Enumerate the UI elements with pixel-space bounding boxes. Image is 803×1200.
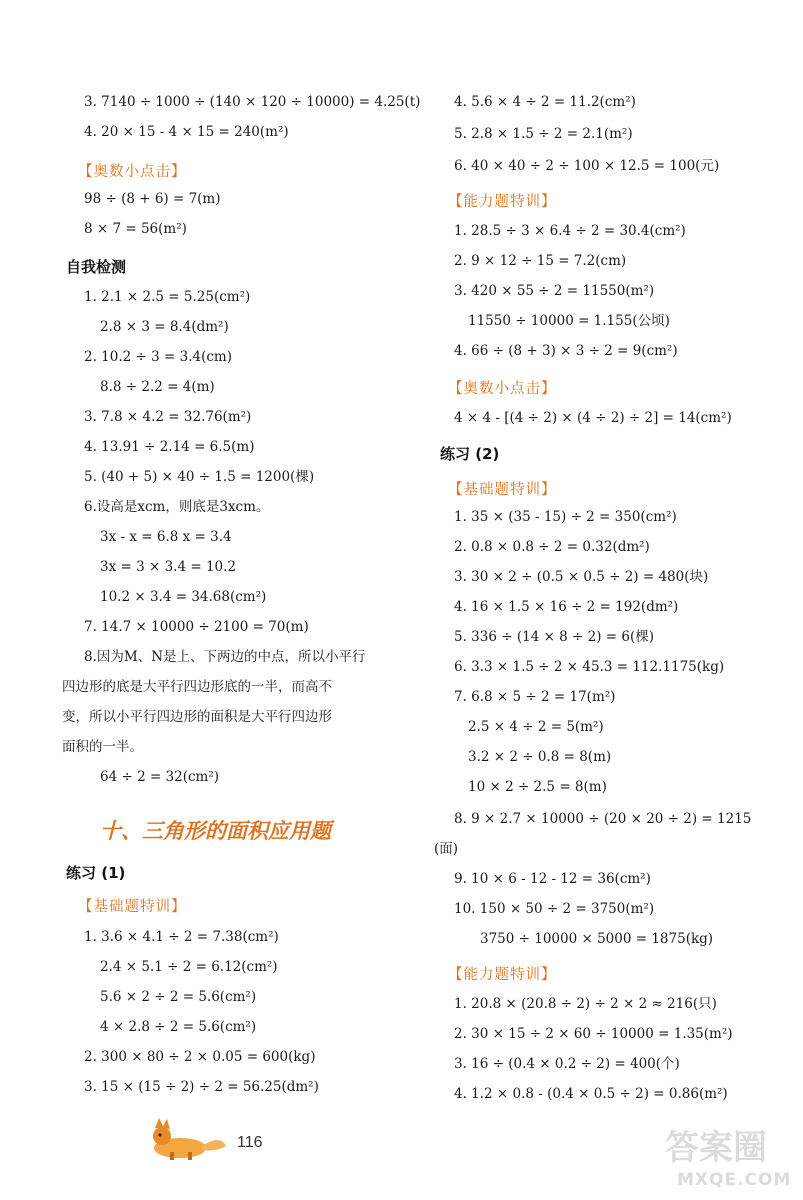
answer-line: 3.2 × 2 ÷ 0.8 = 8(m)	[468, 749, 612, 765]
answer-line: 10.2 × 3.4 = 34.68(cm²)	[100, 589, 267, 605]
answer-line: 2.8 × 3 = 8.4(dm²)	[100, 319, 229, 335]
answer-line: 1. 2.1 × 2.5 = 5.25(cm²)	[84, 289, 251, 305]
answer-line: 5.6 × 2 ÷ 2 = 5.6(cm²)	[100, 989, 257, 1005]
answer-line: 4. 13.91 ÷ 2.14 = 6.5(m)	[84, 439, 255, 455]
answer-line: 98 ÷ (8 + 6) = 7(m)	[84, 191, 221, 207]
aoshu-tag: 【奥数小点击】	[448, 381, 557, 397]
answer-line: 3x - x = 6.8 x = 3.4	[100, 529, 232, 545]
answer-line: 8.因为M、N是上、下两边的中点，所以小平行	[84, 649, 366, 665]
answer-line: 4 × 4 - [(4 ÷ 2) × (4 ÷ 2) ÷ 2] = 14(cm²)	[454, 410, 732, 426]
answer-line: (面)	[434, 841, 459, 857]
answer-line: 1. 20.8 × (20.8 ÷ 2) ÷ 2 × 2 ≈ 216(只)	[454, 996, 717, 1012]
answer-line: 2. 30 × 15 ÷ 2 × 60 ÷ 10000 = 1.35(m²)	[454, 1026, 733, 1042]
answer-line: 8 × 7 = 56(m²)	[84, 221, 187, 237]
answer-line: 1. 3.6 × 4.1 ÷ 2 = 7.38(cm²)	[84, 929, 279, 945]
answer-line: 4. 5.6 × 4 ÷ 2 = 11.2(cm²)	[454, 94, 636, 110]
watermark-text: 答案圈	[665, 1128, 767, 1168]
answer-line: 四边形的底是大平行四边形底的一半，而高不	[62, 679, 332, 695]
answer-line: 2. 10.2 ÷ 3 = 3.4(cm)	[84, 349, 232, 365]
answer-line: 6. 40 × 40 ÷ 2 ÷ 100 × 12.5 = 100(元)	[454, 158, 720, 174]
section-heading: 练习 (2)	[440, 445, 500, 463]
answer-line: 4. 66 ÷ (8 + 3) × 3 ÷ 2 = 9(cm²)	[454, 343, 678, 359]
basic-tag: 【基础题特训】	[448, 482, 557, 498]
ability-tag: 【能力题特训】	[448, 967, 557, 983]
answer-line: 6.设高是xcm，则底是3xcm。	[84, 499, 270, 515]
fox-illustration	[140, 1112, 230, 1162]
answer-line: 3. 15 × (15 ÷ 2) ÷ 2 = 56.25(dm²)	[84, 1079, 319, 1095]
answer-line: 1. 28.5 ÷ 3 × 6.4 ÷ 2 = 30.4(cm²)	[454, 223, 686, 239]
answer-line: 5. 336 ÷ (14 × 8 ÷ 2) = 6(棵)	[454, 629, 655, 645]
answer-line: 1. 35 × (35 - 15) ÷ 2 = 350(cm²)	[454, 509, 677, 525]
answer-line: 2. 0.8 × 0.8 ÷ 2 = 0.32(dm²)	[454, 539, 650, 555]
answer-line: 5. (40 + 5) × 40 ÷ 1.5 = 1200(棵)	[84, 469, 315, 485]
section-heading: 练习 (1)	[66, 864, 126, 882]
answer-line: 3. 7.8 × 4.2 = 32.76(m²)	[84, 409, 252, 425]
watermark-url: MXQE.COM	[677, 1170, 792, 1190]
answer-line: 7. 14.7 × 10000 ÷ 2100 = 70(m)	[84, 619, 309, 635]
ability-tag: 【能力题特训】	[448, 194, 557, 210]
answer-line: 3. 7140 ÷ 1000 ÷ (140 × 120 ÷ 10000) = 4.25(t)	[84, 94, 421, 110]
answer-line: 6. 3.3 × 1.5 ÷ 2 × 45.3 = 112.1175(kg)	[454, 659, 725, 675]
page-number: 116	[237, 1134, 263, 1151]
answer-line: 3. 16 ÷ (0.4 × 0.2 ÷ 2) = 400(个)	[454, 1056, 680, 1072]
answer-line: 面积的一半。	[62, 739, 143, 755]
chapter-title: 十、三角形的面积应用题	[100, 819, 331, 843]
answer-line: 3. 30 × 2 ÷ (0.5 × 0.5 ÷ 2) = 480(块)	[454, 569, 709, 585]
answer-line: 3. 420 × 55 ÷ 2 = 11550(m²)	[454, 283, 655, 299]
answer-line: 2. 300 × 80 ÷ 2 × 0.05 = 600(kg)	[84, 1049, 316, 1065]
answer-line: 3750 ÷ 10000 × 5000 = 1875(kg)	[480, 931, 714, 947]
watermark	[655, 1118, 795, 1196]
answer-line: 5. 2.8 × 1.5 ÷ 2 = 2.1(m²)	[454, 126, 633, 142]
answer-line: 变，所以小平行四边形的面积是大平行四边形	[62, 709, 332, 725]
answer-line: 7. 6.8 × 5 ÷ 2 = 17(m²)	[454, 689, 616, 705]
answer-line: 64 ÷ 2 = 32(cm²)	[100, 769, 220, 785]
section-heading: 自我检测	[66, 258, 127, 276]
answer-line: 9. 10 × 6 - 12 - 12 = 36(cm²)	[454, 871, 651, 887]
answer-line: 2. 9 × 12 ÷ 15 = 7.2(cm)	[454, 253, 627, 269]
aoshu-tag: 【奥数小点击】	[78, 164, 187, 180]
answer-line: 3x = 3 × 3.4 = 10.2	[100, 559, 237, 575]
answer-line: 10 × 2 ÷ 2.5 = 8(m)	[468, 779, 607, 795]
answer-line: 2.4 × 5.1 ÷ 2 = 6.12(cm²)	[100, 959, 278, 975]
basic-tag: 【基础题特训】	[78, 899, 187, 915]
answer-line: 2.5 × 4 ÷ 2 = 5(m²)	[468, 719, 604, 735]
answer-line: 8. 9 × 2.7 × 10000 ÷ (20 × 20 ÷ 2) = 1215	[454, 811, 752, 827]
answer-line: 4. 1.2 × 0.8 - (0.4 × 0.5 ÷ 2) = 0.86(m²)	[454, 1086, 728, 1102]
answer-line: 11550 ÷ 10000 = 1.155(公顷)	[468, 313, 670, 329]
answer-line: 8.8 ÷ 2.2 = 4(m)	[100, 379, 215, 395]
answer-line: 4 × 2.8 ÷ 2 = 5.6(cm²)	[100, 1019, 257, 1035]
answer-line: 10. 150 × 50 ÷ 2 = 3750(m²)	[454, 901, 655, 917]
answer-line: 4. 20 × 15 - 4 × 15 = 240(m²)	[84, 124, 289, 140]
answer-line: 4. 16 × 1.5 × 16 ÷ 2 = 192(dm²)	[454, 599, 679, 615]
